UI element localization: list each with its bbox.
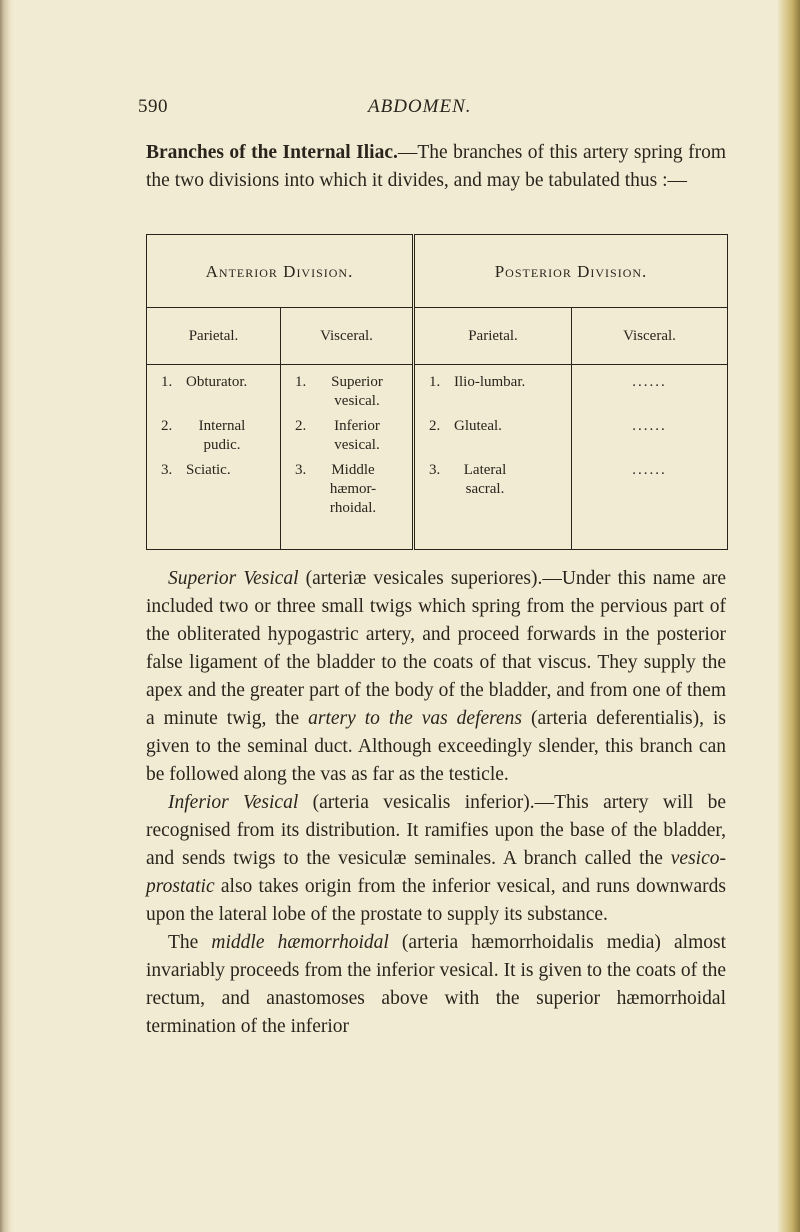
paragraph-middle-haemorrhoidal: The middle hæmorrhoidal (arteria hæmorrhoidalis media) almost invariably proceeds from the inferior vesical. It is given to the coats of the rectum, and anastomoses above with the superior hæmorrhoidal termination of the inferior	[146, 932, 726, 1037]
page-right-edge	[778, 0, 800, 1232]
italic-term: artery to the vas deferens	[308, 708, 523, 729]
branches-table	[146, 234, 727, 550]
section-heading: Branches of the Internal Iliac.	[146, 142, 398, 163]
paragraph-superior-vesical: Superior Vesical (arteriæ vesicales superiores).—Under this name are included two or three small twigs which spring from the pervious part of the obliterated hypogastric artery, and proceed forwards in the posterior false ligament of the bladder to the coats of that viscus. They supply the apex and the greater part of the body of the bladder, and from one of them a minute twig, the artery to the vas deferens (arteria deferentialis), is given to the seminal duct. Although exceedingly slender, this branch can be followed along the vas as far as the testicle.	[146, 568, 726, 785]
paragraph-title: Superior Vesical	[168, 568, 299, 589]
posterior-parietal-cell	[414, 365, 572, 550]
anterior-division-header: Anterior Division.	[147, 235, 414, 308]
list-item: 1. Obturator.	[161, 374, 248, 390]
posterior-division-header: Posterior Division.	[414, 235, 728, 308]
page-number: 590	[138, 96, 168, 117]
body-text	[146, 565, 726, 1041]
running-head	[138, 96, 738, 122]
list-item: 2. Gluteal.	[429, 418, 502, 434]
list-item: 1. Ilio-lumbar.	[429, 374, 526, 390]
ellipsis-placeholder: ......	[632, 374, 667, 390]
list-item: 1. Superior vesical.	[295, 374, 383, 409]
list-item: 2. Inferior vesical.	[295, 418, 380, 453]
col-posterior-parietal: Parietal.	[414, 308, 572, 365]
italic-term: vesico-prostatic	[146, 848, 726, 897]
paragraph-title: Inferior Vesical	[168, 792, 299, 813]
anterior-visceral-cell	[281, 365, 414, 550]
page-left-edge	[0, 0, 14, 1232]
branches-grid	[146, 234, 728, 550]
running-title: ABDOMEN.	[368, 96, 472, 117]
ellipsis-placeholder: ......	[632, 462, 667, 478]
col-anterior-parietal: Parietal.	[147, 308, 281, 365]
intro-paragraph	[146, 139, 726, 195]
anterior-parietal-cell	[147, 365, 281, 550]
col-posterior-visceral: Visceral.	[572, 308, 728, 365]
col-anterior-visceral: Visceral.	[281, 308, 414, 365]
italic-term: middle hæmorrhoidal	[211, 932, 389, 953]
list-item: 3. Sciatic.	[161, 462, 231, 478]
posterior-visceral-cell	[572, 365, 728, 550]
list-item: 2. Internal pudic.	[161, 418, 246, 453]
list-item: 3. Middle hæmor-rhoidal.	[295, 462, 377, 516]
paragraph-inferior-vesical: Inferior Vesical (arteria vesicalis inferior).—This artery will be recognised from its distribution. It ramifies upon the base of the bladder, and sends twigs to the vesiculæ seminales. A branch called the vesico-prostatic also takes origin from the inferior vesical, and runs downwards upon the lateral lobe of the prostate to supply its substance.	[146, 792, 726, 925]
ellipsis-placeholder: ......	[632, 418, 667, 434]
list-item: 3. Lateral sacral.	[429, 462, 507, 497]
intro-text: —The branches of this artery spring from the two divisions into which it divides, and may be tabulated thus :—	[146, 142, 726, 191]
